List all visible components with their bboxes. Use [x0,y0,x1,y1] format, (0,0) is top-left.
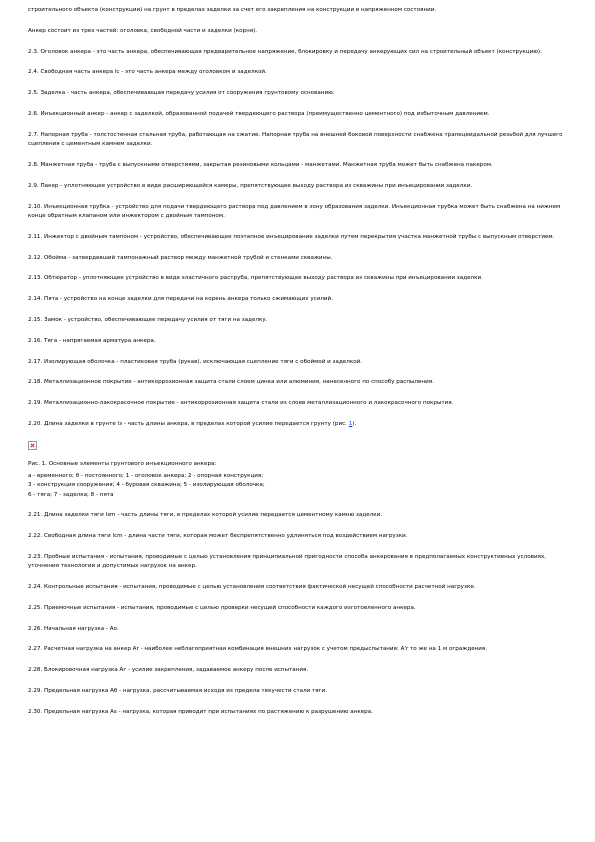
figure-legend [28,472,571,500]
figure-caption: Рис. 1. Основные элементы грунтового инъекционного анкера: [28,460,217,467]
paragraph-2-12: 2.12. Обойма - затвердевший тампонажный раствор между манжетной трубой и стенками скважины. [28,254,333,261]
paragraph-2-28: 2.28. Блокировочная нагрузка Аг - усилие закрепления, задаваемое анкеру после испытания. [28,667,309,674]
paragraph-2-6: 2.6. Инъекционный анкер - анкер с заделкой, образованной подачей твердеющего раствора (преимущественно цементного) под избыточным давлением. [28,110,490,117]
figure-legend-line: 3 - конструкция сооружения; 4 - буровая скважина; 5 - изолирующая оболочка; [28,482,265,489]
paragraph-2-20-tail: ). [352,420,357,427]
paragraph-2-18: 2.18. Металлизационное покрытие - антикоррозионная защита стали слоем цинка или алюминия, нанесенного по способу распыления. [28,379,434,386]
paragraph-2-19: 2.19. Металлизационно-лакокрасочное покрытие - антикоррозионная защита стали из слоев металлизационного и лакокрасочного покрытия. [28,400,454,407]
paragraph-2-11: 2.11. Инжектор с двойным тампоном - устройство, обеспечивающее поэтапное инъецирование заделки путем перекрытия участка манжетной трубы с выпускным отверстием. [28,233,555,240]
paragraph-2-14: 2.14. Пята - устройство на конце заделки для передачи на корень анкера только сжимающих усилий. [28,296,333,303]
paragraph-2-30: 2.30. Предельная нагрузка Аs - нагрузка, которая приводит при испытаниях по растяжению к разрушению анкера. [28,708,373,715]
paragraph-2-17: 2.17. Изолирующая оболочка - пластиковая труба (рукав), исключающая сцепление тяги с обоймой и заделкой. [28,358,363,365]
paragraph-2-16: 2.16. Тяга - напрягаемая арматура анкера. [28,337,156,344]
paragraph-2-21: 2.21. Длина заделки тяги lзm - часть длины тяги, в пределах которой усилие передается цементному камню заделки. [28,512,383,519]
paragraph-2-9: 2.9. Пакер - уплотняющее устройство в виде расширяющейся камеры, препятствующее выходу раствора из скважины при инъецировании заделки. [28,182,473,189]
paragraph-2-3: 2.3. Оголовок анкера - это часть анкера, обеспечивающая предварительное напряжение, блокировку и передачу анкерующих сил на строительный объект (конструкцию). [28,48,542,55]
paragraph-2-5: 2.5. Заделка - часть анкера, обеспечивающая передачу усилия от сооружения грунтовому основанию. [28,90,335,97]
paragraph-2-15: 2.15. Замок - устройство, обеспечивающее передачу усилия от тяги на заделку. [28,316,268,323]
figure-1 [28,441,571,500]
paragraph-2-26: 2.26. Начальная нагрузка - Ао. [28,625,119,632]
paragraph-2-7: 2.7. Напорная труба - толстостенная стальная труба, работающая на сжатие. Напорная труба на внешней боковой поверхности снабжена трапецеидальной резьбой для лучшего сцепления с цементным камнем заделки. [28,131,563,148]
paragraph-2-20 [28,420,571,429]
paragraph-2-4: 2.4. Свободная часть анкера lс - это часть анкера между оголовком и заделкой. [28,69,267,76]
paragraph-2-27: 2.27. Расчетная нагрузка на анкер Ar - наиболее неблагоприятная комбинация внешних нагрузок с учетом предыспытания: А'r то же на 1 м ограждения. [28,646,488,653]
paragraph-2-25: 2.25. Приемочные испытания - испытания, проводимые с целью проверки несущей способности каждого изготовленного анкера. [28,604,416,611]
figure-1-link[interactable]: 1 [348,420,353,427]
paragraph-2-13: 2.13. Обтюратор - уплотняющее устройство в виде эластичного раструба, препятствующее выходу раствора из скважины при инъецировании заделки. [28,275,483,282]
paragraph-2-24: 2.24. Контрольные испытания - испытания, проводимые с целью установления соответствия фактической несущей способности расчетной нагрузке. [28,583,476,590]
broken-image-icon [28,441,37,450]
paragraph-2-20-text: 2.20. Длина заделки в грунте lз - часть длины анкера, в пределах которой усилие передается грунту (рис. [28,420,349,427]
paragraph-2-8: 2.8. Манжетная труба - труба с выпускными отверстиями, закрытая резиновыми кольцами - манжетами. Манжетная труба может быть снабжена пакером. [28,161,493,168]
paragraph-anchor-parts: Анкер состоит из трех частей: оголовка, свободной части и заделки (корня). [28,27,258,34]
paragraph-2-22: 2.22. Свободная длина тяги lсm - длина части тяги, которая может беспрепятственно удлиняться под воздействием нагрузки. [28,532,408,539]
paragraph-2-23: 2.23. Пробные испытания - испытания, проводимые с целью установления принципиальной пригодности способа анкерования в предполагаемых конструктивных условиях, уточнения технологии и допустимых нагрузок на анкер. [28,553,547,570]
paragraph-2-29: 2.29. Предельная нагрузка Аб - нагрузка, рассчитываемая исходя из предела текучести стали тяги. [28,687,328,694]
paragraph-continuation: строительного объекта (конструкции) на грунт в пределах заделки за счет его закрепления на конструкции в напряженном состоянии. [28,7,437,13]
figure-legend-line: 6 - тяга; 7 - заделка; 8 - пята [28,491,114,498]
paragraph-2-10: 2.10. Инъекционная трубка - устройство для подачи твердеющего раствора под давлением в зону образования заделки. Инъекционная трубка может быть снабжена на нижнем конце обратным клапаном или инжектором с двойным тампоном. [28,203,561,219]
figure-legend-line: а - временного; б - постоянного; 1 - оголовок анкера; 2 - опорная конструкция; [28,473,264,480]
